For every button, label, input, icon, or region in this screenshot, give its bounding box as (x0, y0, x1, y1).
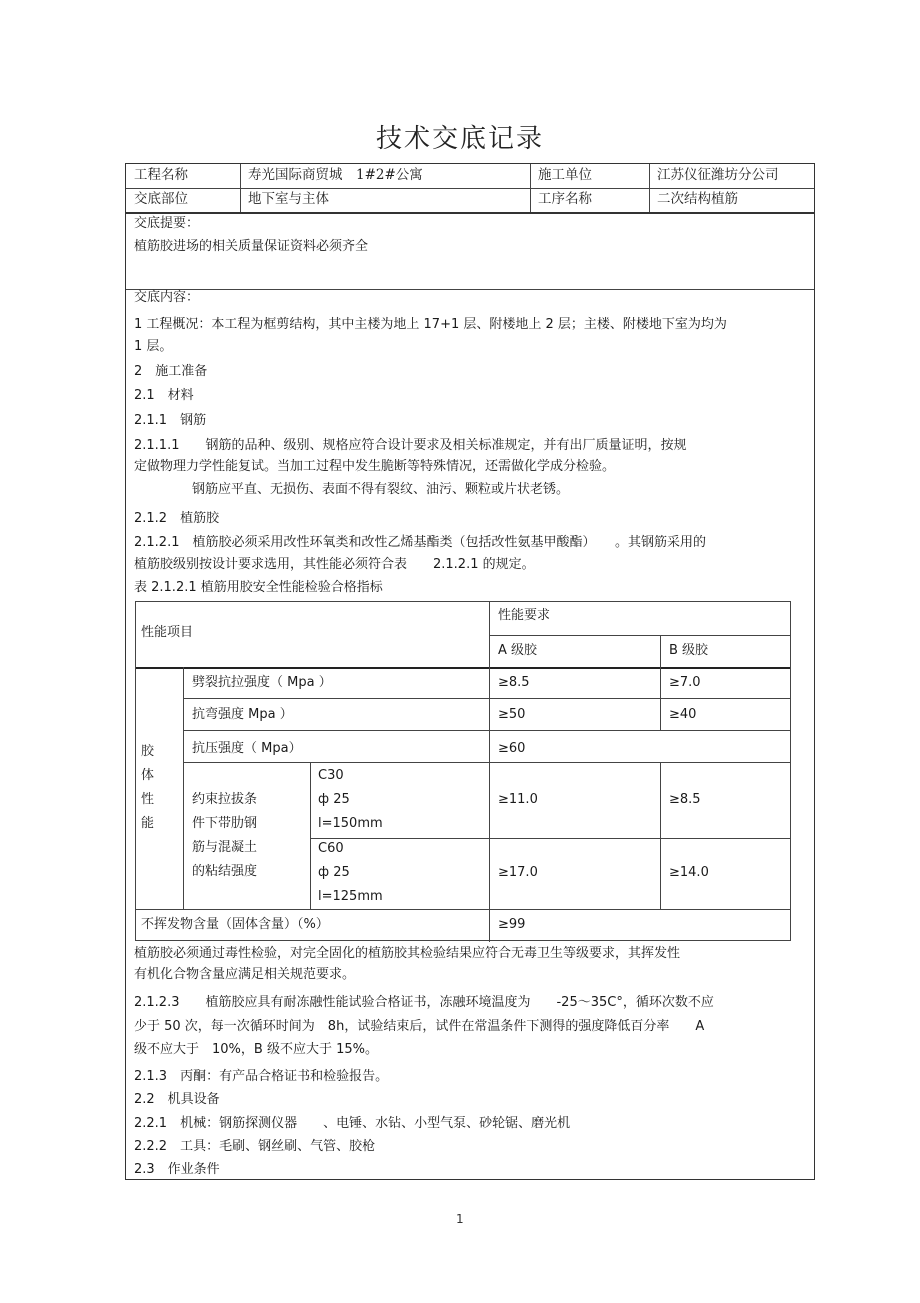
table-row-item: 劈裂抗拉强度（ Mpa ） (192, 675, 332, 690)
document-title: 技术交底记录 (375, 124, 544, 154)
table-row-item: 抗压强度（ Mpa） (192, 741, 302, 756)
table-row-grade-a: ≥8.5 (498, 675, 530, 690)
spec-table (135, 601, 791, 941)
rebar-surface-note: 钢筋应平直、无损伤、表面不得有裂纹、油污、颗粒或片状老锈。 (192, 482, 570, 497)
section-2-2-1: 2.2.1 机械：钢筋探测仪器 、电锤、水钻、小型气泵、砂轮锯、磨光机 (134, 1116, 571, 1131)
page-number: 1 (456, 1212, 464, 1226)
group-label-char: 胶 (141, 744, 155, 759)
bond-condition: ф 25 (318, 865, 350, 880)
table-row-grade-ab: ≥60 (498, 741, 526, 756)
section-2-1-3: 2.1.3 丙酮：有产品合格证书和检验报告。 (134, 1069, 389, 1084)
process-label: 工序名称 (538, 191, 592, 207)
bond-grade-b: ≥14.0 (669, 865, 709, 880)
bond-item-line: 件下带肋钢 (192, 816, 258, 831)
section-2-1-2-heading: 2.1.2 植筋胶 (134, 511, 220, 526)
header-row-2 (126, 188, 814, 214)
section-2-1-2-3-line-1: 2.1.2.3 植筋胶应具有耐冻融性能试验合格证书，冻融环境温度为 -25～35C°，循环次数不应 (134, 995, 714, 1010)
summary-label: 交底提要： (134, 216, 200, 231)
section-2-2-2: 2.2.2 工具：毛刷、钢丝刷、气管、胶枪 (134, 1139, 376, 1154)
bond-item-line: 筋与混凝土 (192, 840, 258, 855)
overview-line-2: 1 层。 (134, 339, 173, 354)
content-label: 交底内容： (134, 290, 200, 305)
section-2-1-1-1-line-1: 2.1.1.1 钢筋的品种、级别、规格应符合设计要求及相关标准规定，并有出厂质量证明，按规 (134, 438, 687, 453)
bond-grade-a: ≥17.0 (498, 865, 538, 880)
record-form (125, 163, 815, 1180)
section-2-1-2-3-line-3: 级不应大于 10%，B 级不应大于 15%。 (134, 1042, 378, 1057)
bond-condition: C30 (318, 768, 344, 783)
nonvolatile-value: ≥99 (498, 917, 526, 932)
header-grade-b: B 级胶 (669, 643, 709, 658)
bond-item-line: 的粘结强度 (192, 864, 258, 879)
content-section (126, 290, 814, 1179)
section-2-1-heading: 2.1 材料 (134, 388, 194, 403)
contractor-label: 施工单位 (538, 167, 592, 183)
process-value: 二次结构植筋 (657, 191, 738, 207)
header-grade-a: A 级胶 (498, 643, 538, 658)
toxicity-line-1: 植筋胶必须通过毒性检验，对完全固化的植筋胶其检验结果应符合无毒卫生等级要求，其挥发性 (134, 946, 681, 961)
group-label-char: 性 (141, 792, 155, 807)
header-performance-requirement: 性能要求 (498, 608, 551, 623)
summary-section (126, 213, 814, 290)
section-2-1-2-1-line-1: 2.1.2.1 植筋胶必须采用改性环氧类和改性乙烯基酯类（包括改性氨基甲酸酯） 。其钢筋采用的 (134, 535, 706, 550)
bond-item-line: 约束拉拔条 (192, 792, 258, 807)
header-row-1 (126, 164, 814, 189)
summary-text: 植筋胶进场的相关质量保证资料必须齐全 (134, 239, 369, 254)
bond-condition: ф 25 (318, 792, 350, 807)
location-label: 交底部位 (134, 191, 188, 207)
section-2-2-heading: 2.2 机具设备 (134, 1092, 220, 1107)
group-label-char: 能 (141, 816, 155, 831)
nonvolatile-item: 不挥发物含量（固体含量）（%） (141, 917, 329, 932)
header-performance-item: 性能项目 (141, 625, 194, 640)
bond-condition: l=125mm (318, 889, 383, 904)
overview-line-1: 1 工程概况：本工程为框剪结构，其中主楼为地上 17+1 层、附楼地上 2 层；主楼、附楼地下室为均为 (134, 317, 727, 332)
group-label-char: 体 (141, 768, 155, 783)
section-2-3-heading: 2.3 作业条件 (134, 1162, 220, 1177)
section-2-1-2-1-line-2: 植筋胶级别按设计要求选用，其性能必须符合表 2.1.2.1 的规定。 (134, 557, 535, 572)
bond-condition: C60 (318, 841, 344, 856)
location-value: 地下室与主体 (248, 191, 329, 207)
bond-grade-b: ≥8.5 (669, 792, 701, 807)
table-row-grade-b: ≥40 (669, 707, 697, 722)
project-name-value: 寿光国际商贸城 1#2#公寓 (248, 167, 423, 183)
contractor-value: 江苏仪征潍坊分公司 (657, 167, 779, 183)
toxicity-line-2: 有机化合物含量应满足相关规范要求。 (134, 967, 356, 982)
project-name-label: 工程名称 (134, 167, 188, 183)
section-2-1-2-3-line-2: 少于 50 次，每一次循环时间为 8h，试验结束后，试件在常温条件下测得的强度降低百分率 A (134, 1019, 705, 1034)
bond-condition: l=150mm (318, 816, 383, 831)
section-2-heading: 2 施工准备 (134, 364, 208, 379)
table-row-grade-b: ≥7.0 (669, 675, 701, 690)
table-caption: 表 2.1.2.1 植筋用胶安全性能检验合格指标 (134, 580, 383, 595)
section-2-1-1-heading: 2.1.1 钢筋 (134, 413, 207, 428)
bond-grade-a: ≥11.0 (498, 792, 538, 807)
section-2-1-1-1-line-2: 定做物理力学性能复试。当加工过程中发生脆断等特殊情况，还需做化学成分检验。 (134, 459, 616, 474)
table-row-grade-a: ≥50 (498, 707, 526, 722)
table-row-item: 抗弯强度 Mpa ） (192, 707, 293, 722)
